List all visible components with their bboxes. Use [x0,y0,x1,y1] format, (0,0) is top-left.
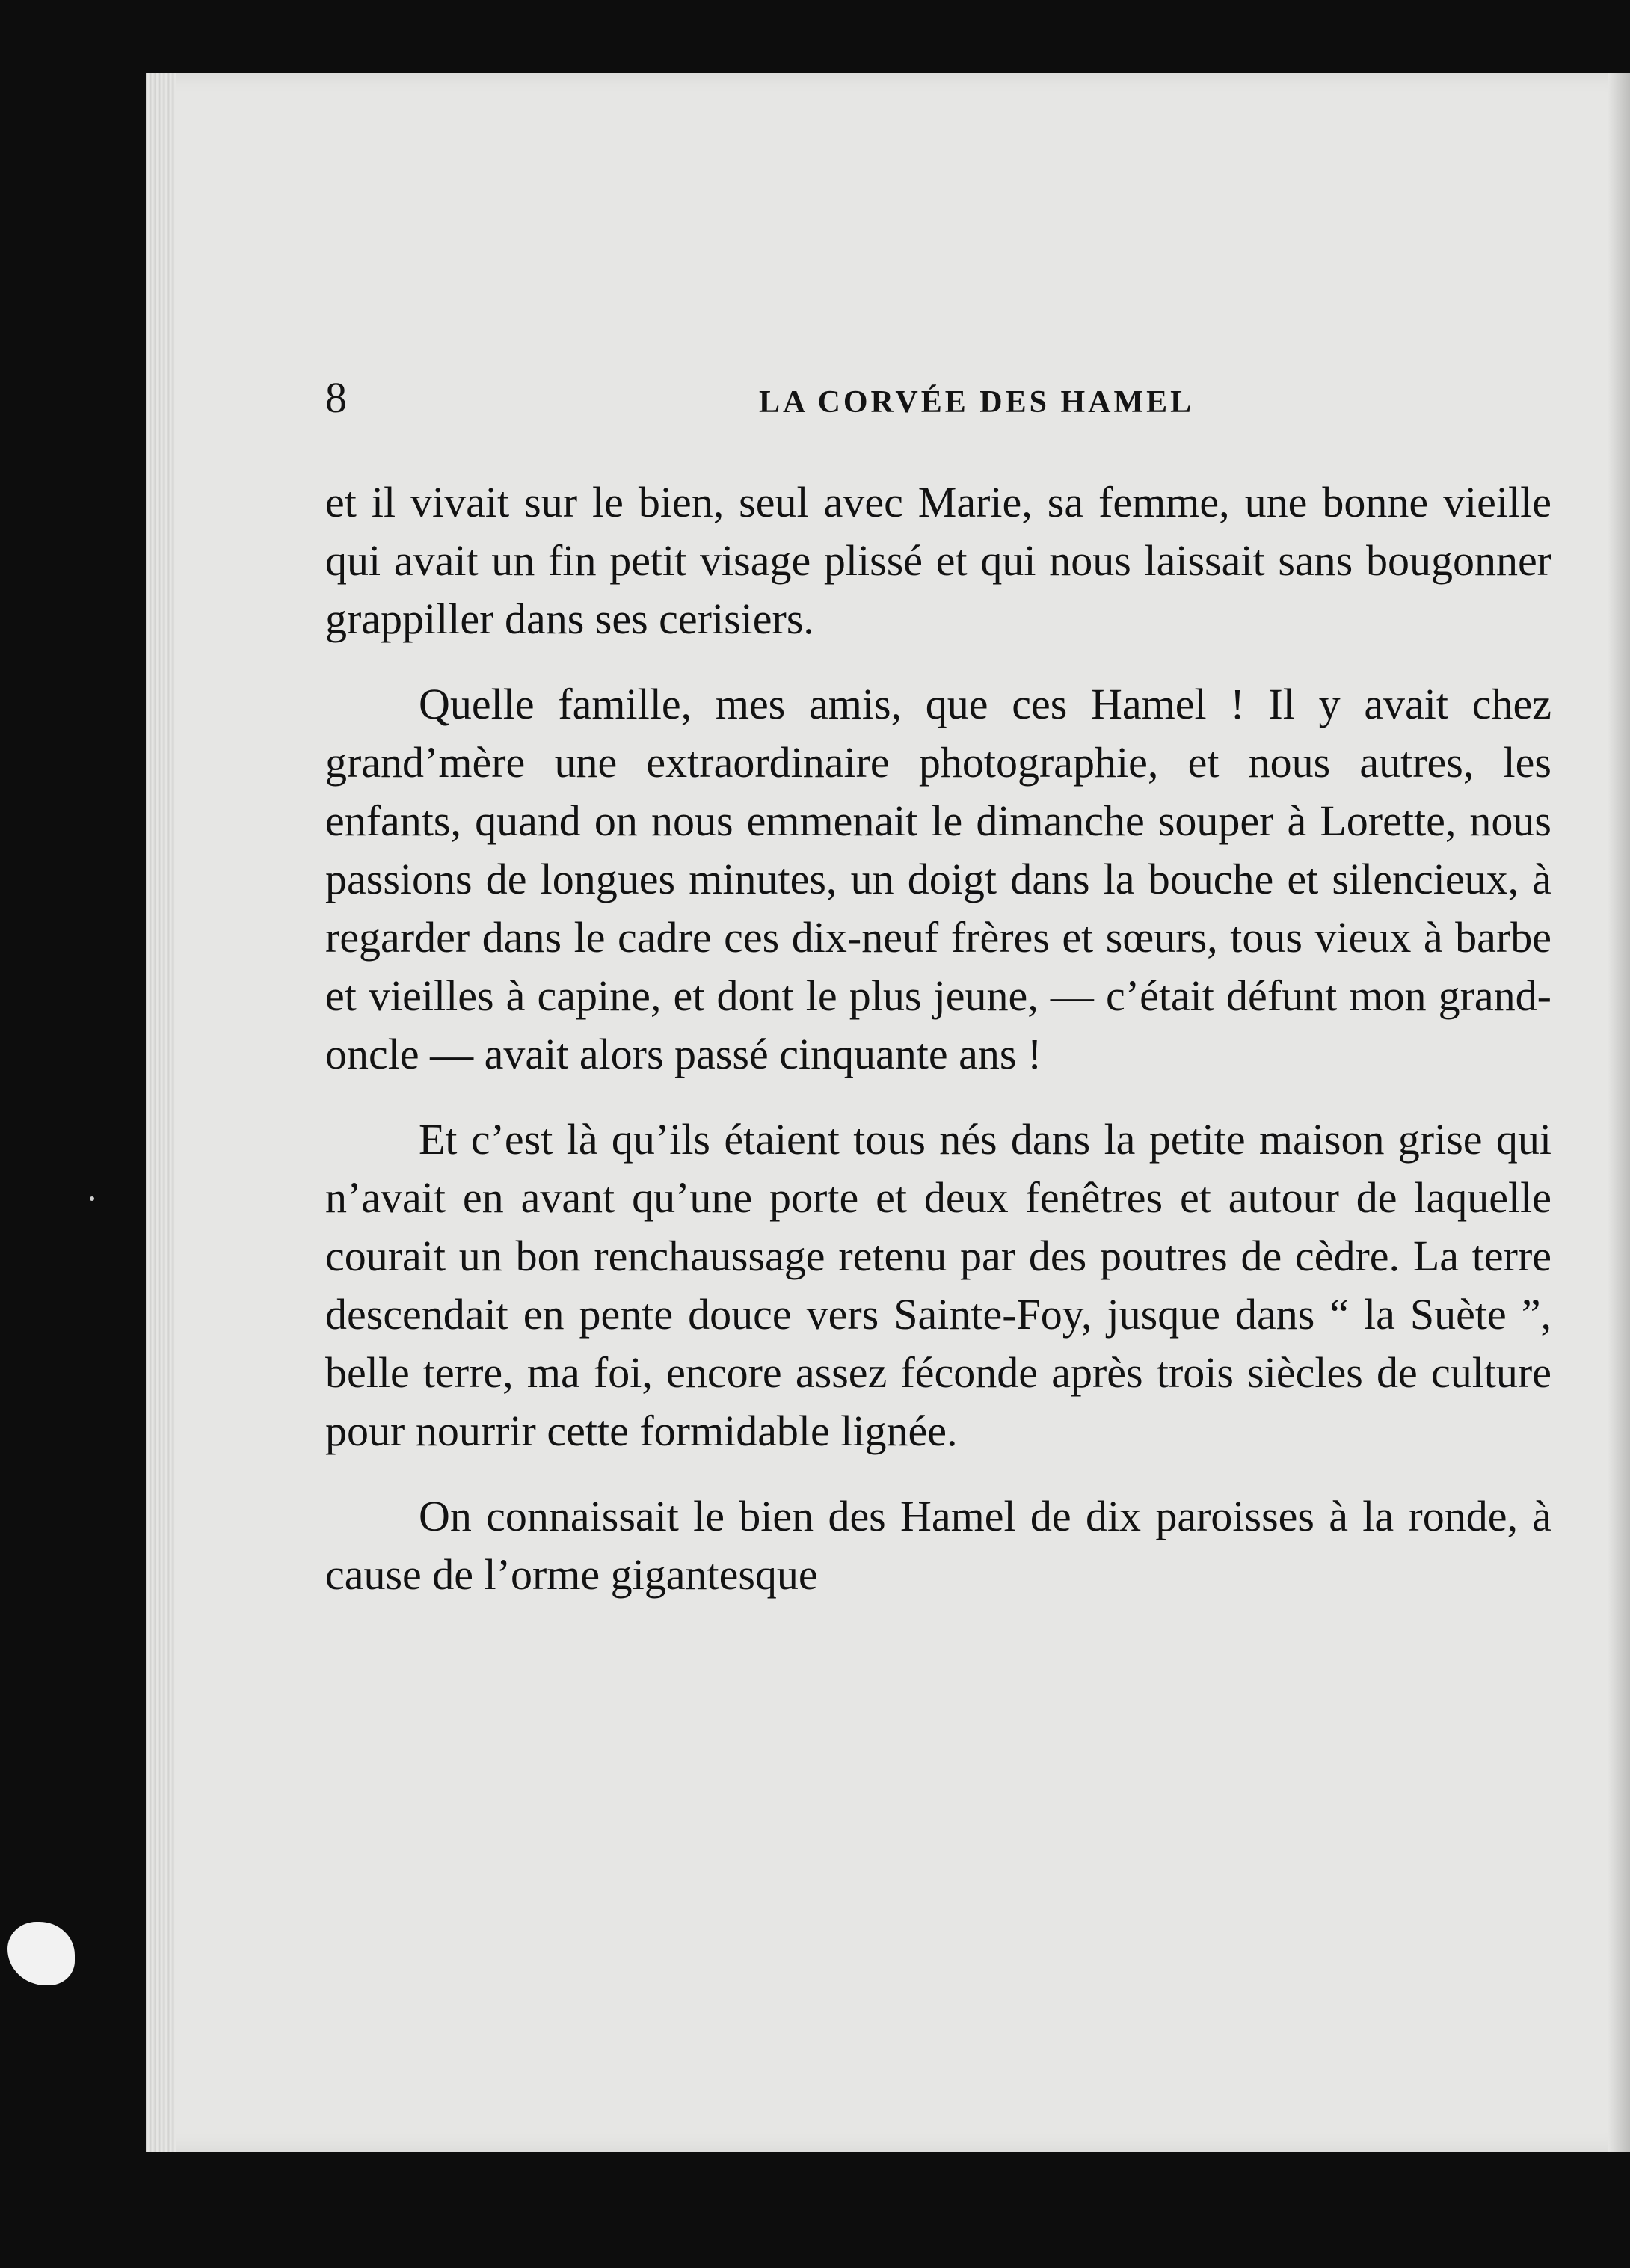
body-text [325,473,1551,1631]
paragraph: On connaissait le bien des Hamel de dix paroisses à la ronde, à cause de l’orme gigantesque [325,1492,1551,1599]
page-right-edge [1608,73,1630,2152]
page-gutter-edge [146,73,176,2152]
scan-speck [90,1196,94,1201]
book-page [146,73,1630,2152]
paragraph: Et c’est là qu’ils étaient tous nés dans la petite maison grise qui n’avait en avant qu’une porte et deux fenêtres et autour de laquelle courait un bon renchaussage retenu par des poutres de cèdre. La terre descendait en pente douce vers Sainte-Foy, jusque dans “ la Suète ”, belle terre, ma foi, encore assez féconde après trois siècles de culture pour nourrir cette formidable lignée. [325,1115,1551,1455]
scan-artifact [7,1922,75,1985]
page-number: 8 [325,373,347,422]
paragraph: Quelle famille, mes amis, que ces Hamel ! Il y avait chez grand’mère une extraordinaire photographie, et nous autres, les enfants, quand on nous emmenait le dimanche souper à Lorette, nous passions de longues minutes, un doigt dans la bouche et silencieux, à regarder dans le cadre ces dix-neuf frères et sœurs, tous vieux à barbe et vieilles à capine, et dont le plus jeune, — c’était défunt mon grand-oncle — avait alors passé cinquante ans ! [325,680,1551,1078]
paragraph: et il vivait sur le bien, seul avec Marie, sa femme, une bonne vieille qui avait un fin petit visage plissé et qui nous laissait sans bougonner grappiller dans ses cerisiers. [325,478,1551,643]
running-title: LA CORVÉE DES HAMEL [759,385,1195,420]
page-header [325,372,1551,432]
